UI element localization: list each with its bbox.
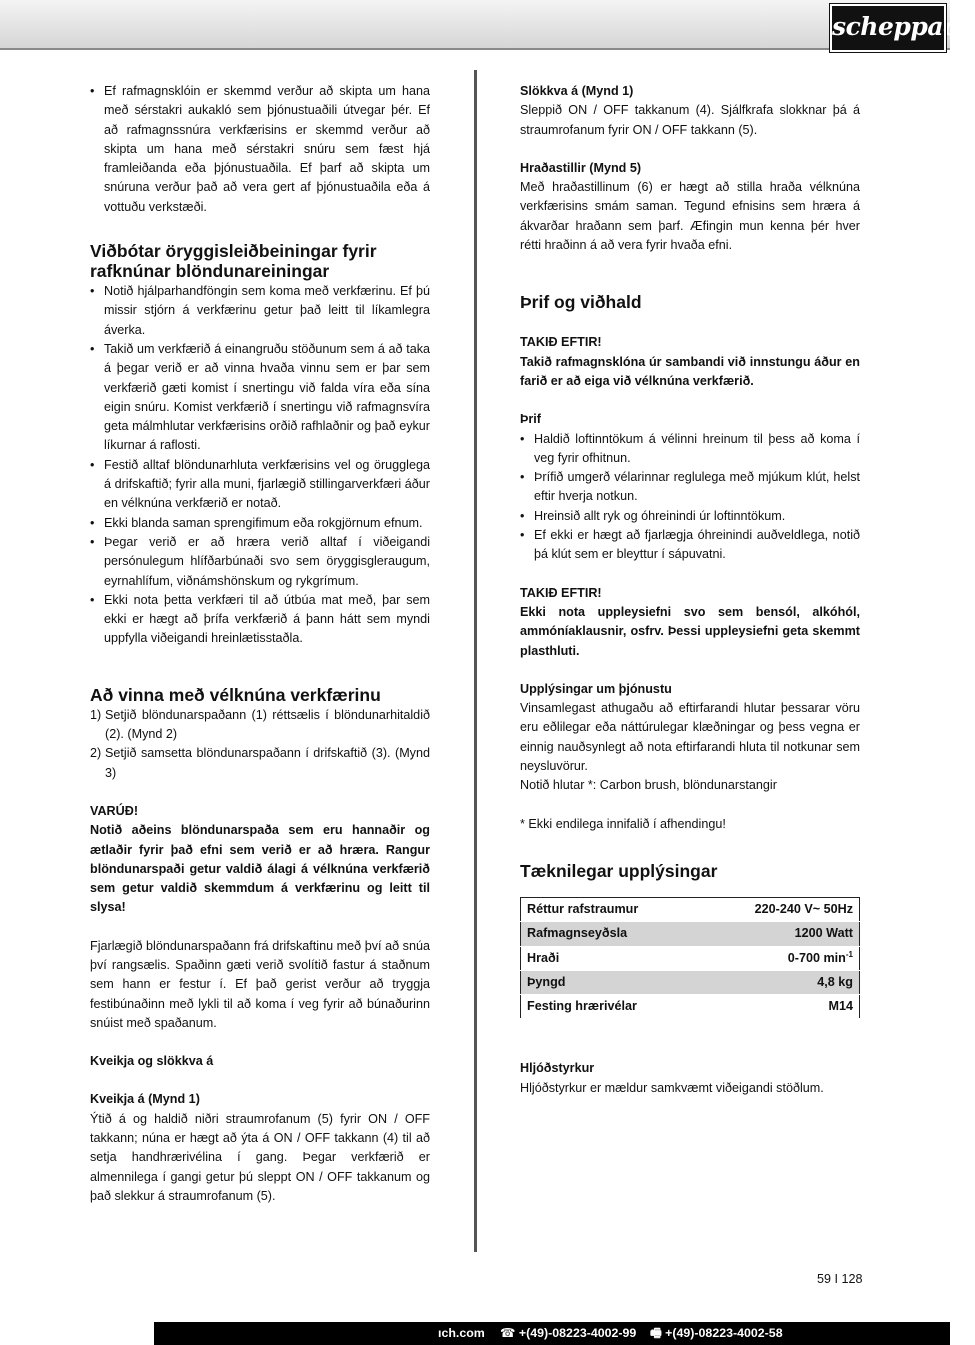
list-item: • Hreinsið allt ryk og óhreinindi úr loftinntökum.	[520, 507, 860, 526]
list-item: • Ef ekki er hægt að fjarlægja óhreinindi auðveldlega, notið þá klút sem er bleyttur í sápuvatni.	[520, 526, 860, 565]
noise-heading: Hljóðstyrkur	[520, 1061, 595, 1076]
table-row	[521, 946, 860, 970]
note-label: TAKIÐ EFTIR!	[520, 585, 602, 600]
remove-paddle-text: Fjarlægið blöndunarspaðann frá drifskaftinu með því að snúa því rangsælis. Spaðinn gæti verið svolítið fastur á staðnum sem hann er festur í. Ef það gerist verður að tryggja festibúnaðinn með lykli til að koma í veg fyrir að búnaðurinn snúist með spaðanum.	[90, 938, 430, 1030]
speed-text: Með hraðastillinum (6) er hægt að stilla hraða vélknúna verkfærisins smám saman. Tegund efnisins sem hræra á ákvarðar hraðann sem þarf. Æfingin mun kenna þér hver rétti hraðinn á að vera fyrir hvaða efni.	[520, 180, 860, 253]
left-column	[90, 82, 430, 1206]
table-row	[521, 922, 860, 946]
spec-value: 220-240 V~ 50Hz	[699, 897, 859, 921]
table-row	[521, 970, 860, 994]
footer-fax: 🖷 +(49)-08223-4002-58	[650, 1326, 783, 1340]
spec-label: Þyngd	[521, 970, 700, 994]
list-item: 2) Setjið samsetta blöndunarspaðann í drifskaftið (3). (Mynd 3)	[90, 746, 430, 780]
list-item: • Þrífið umgerð vélarinnar reglulega með mjúkum klút, helst eftir hverja notkun.	[520, 468, 860, 507]
noise-text: Hljóðstyrkur er mældur samkvæmt viðeigandi stöðlum.	[520, 1080, 824, 1095]
onoff-heading: Kveikja og slökkva á	[90, 1054, 214, 1069]
footer-phone: ☎ +(49)-08223-4002-99	[500, 1326, 637, 1340]
safety-list	[90, 282, 430, 649]
note-text: Takið rafmagnsklóna úr sambandi við innstungu áður en farið er að eiga við vélknúna verkfærið.	[520, 354, 860, 388]
list-item: • Takið um verkfærið á einangruðu stöðunum sem á að taka á þegar verið er að vinna hvaða vinnu sem er þar sem verkfærið gæti komist í snertingu við falda víra eða sína eigin snúru. Komist verkfærið í snertingu við rafmagnsvíra geta málmhlutar verkfærisins orðið rafhlaðnir og það eykur líkurnar á raflosti.	[90, 340, 430, 456]
cleaning-heading: Þrif	[520, 412, 541, 427]
list-item: • Haldið loftinntökum á vélinni hreinum til þess að koma í veg fyrir ofhitnun.	[520, 430, 860, 469]
page-number: 59 I 128	[817, 1272, 863, 1286]
on-heading: Kveikja á (Mynd 1)	[90, 1092, 200, 1107]
list-item: • Ekki nota þetta verkfæri til að útbúa mat með, þar sem ekki er hægt að þrífa verkfærið á þann hátt sem myndi uppfylla viðeigandi hreinlætisstaðla.	[90, 591, 430, 649]
spec-value: M14	[699, 995, 859, 1019]
spec-value: 1200 Watt	[699, 922, 859, 946]
cleaning-list	[520, 430, 860, 565]
list-item: • Notið hjálparhandföngin sem koma með verkfærinu. Ef þú missir stjórn á verkfærinu getur það leitt til líkamlegra áverka.	[90, 282, 430, 340]
speed-heading: Hraðastillir (Mynd 5)	[520, 160, 642, 175]
spec-table	[520, 897, 860, 1019]
note-label: TAKIÐ EFTIR!	[520, 335, 602, 350]
service-heading: Upplýsingar um þjónustu	[520, 681, 672, 696]
off-text: Sleppið ON / OFF takkanum (4). Sjálfkrafa slokknar þá á straumrofanum fyrir ON / OFF takkann (5).	[520, 103, 860, 137]
service-text: Vinsamlegast athugaðu að eftirfarandi hlutar þessarar vöru eru eðlilegar eða náttúrulegar klæðningar og þess vegna er einnig nauðsynlegt að nota eftirfarandi hluta til notkunar sem neysluvörur.	[520, 701, 860, 774]
maintenance-heading: Þrif og viðhald	[520, 292, 642, 313]
tech-heading: Tæknilegar upplýsingar	[520, 860, 718, 881]
spec-value: 0-700 $\min^{-1}$	[699, 946, 859, 970]
list-item: • Ekki blanda saman sprengifimum eða rokgjörnum efnum.	[90, 514, 430, 533]
right-column	[520, 82, 860, 1098]
spec-value: 4,8 kg	[699, 970, 859, 994]
list-item: • Festið alltaf blöndunarhluta verkfærisins vel og örugglega á drifskaftið; fyrir alla muni, fjarlægið stillingarverkfæri áður en vélknúna verkfærið er notað.	[90, 456, 430, 514]
warning-text: Notið aðeins blöndunarspaða sem eru hannaðir og ætlaðir fyrir það efni sem verið er að hræra. Rangur blöndunarspaði getur valdið álagi á vélknúna verkfærið sem getur valdið skemmdum á verkfærinu og leitt til slysa!	[90, 823, 430, 915]
work-heading: Að vinna með vélknúna verkfærinu	[90, 684, 381, 705]
table-row	[521, 897, 860, 921]
table-row	[521, 995, 860, 1019]
spec-label: Réttur rafstraumur	[521, 897, 700, 921]
top-banner	[0, 0, 975, 50]
safety-heading: Viðbótar öryggisleiðbeiningar fyrir rafknúnar blöndunareiningar	[90, 241, 377, 282]
spec-label: Hraði	[521, 946, 700, 970]
work-steps	[90, 706, 430, 783]
footnote: * Ekki endilega innifalið í afhendingu!	[520, 816, 726, 831]
list-item: 1) Setjið blöndunarspaðann (1) réttsælis í blöndunarhitaldið (2). (Mynd 2)	[90, 707, 430, 742]
column-divider	[474, 70, 477, 1252]
spec-label: Festing hrærivélar	[521, 995, 700, 1019]
scheppach-logo: scheppach	[830, 4, 946, 52]
note-text: Ekki nota uppleysiefni svo sem bensól, alkóhól, ammóníaklausnir, osfrv. Þessi uppleysiefni geta skemmt plasthluti.	[520, 604, 860, 658]
off-heading: Slökkva á (Mynd 1)	[520, 84, 634, 98]
list-item: • Þegar verið er að hræra verið alltaf í viðeigandi persónulegum hlífðarbúnaði svo sem öryggisgleraugum, eyrnahlífum, viðnámshönskum og rykgrímum.	[90, 533, 430, 591]
parts-text: Notið hlutar *: Carbon brush, blöndunarstangir	[520, 778, 777, 793]
intro-list	[90, 82, 430, 217]
on-text: Ýtið á og haldið niðri straumrofanum (5) fyrir ON / OFF takkann; núna er hægt að ýta á ON / OFF takkann (4) til að setja handhrærivélina í gang. Þegar verkfærið er almennilega í gangi getur þú sleppt ON / OFF takkanum og það slekkur á straumrofanum (5).	[90, 1111, 430, 1203]
footer-web: ıch.com	[438, 1326, 485, 1340]
list-item: • Ef rafmagnsklóin er skemmd verður að skipta um hana með sérstakri aukakló sem þjónustuaðili útvegar þér. Ef að rafmagnssnúra verkfærisins er skemmd verður að skipta um hana með sérstakri snúru sem fæst hjá framleiðanda eða þjónustuaðila. Ef þarf að skipta um snúruna verður það að vera gert af þjónustuaðila eða á vottuðu verkstæði.	[90, 82, 430, 217]
footer-bar	[154, 1322, 950, 1345]
warning-label: VARÚÐ!	[90, 803, 139, 818]
spec-label: Rafmagnseyðsla	[521, 922, 700, 946]
